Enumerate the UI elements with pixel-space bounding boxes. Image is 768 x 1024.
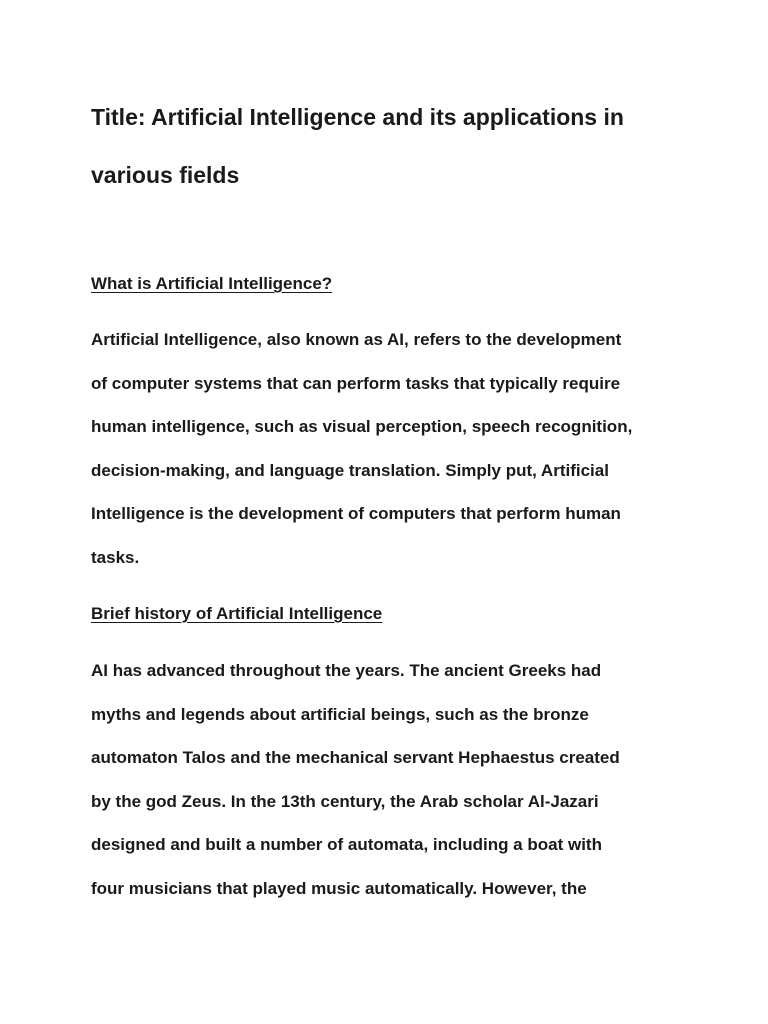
paragraph-line: four musicians that played music automatically. However, the xyxy=(91,878,587,898)
section-paragraph-what-is-ai xyxy=(91,318,691,580)
paragraph-line: myths and legends about artificial beings, such as the bronze xyxy=(91,704,589,724)
paragraph-line: Artificial Intelligence, also known as AI, refers to the development xyxy=(91,330,622,349)
paragraph-line: tasks. xyxy=(91,547,140,567)
title-line: Title: Artificial Intelligence and its applications in xyxy=(91,104,624,130)
section-heading-what-is-ai: What is Artificial Intelligence? xyxy=(91,274,333,293)
title-line: various fields xyxy=(91,162,240,188)
section-paragraph-brief-history xyxy=(91,649,691,911)
paragraph-line: Intelligence is the development of computers that perform human xyxy=(91,504,621,524)
paragraph-line: designed and built a number of automata, including a boat with xyxy=(91,835,602,855)
document-title xyxy=(91,88,691,204)
paragraph-line: of computer systems that can perform tasks that typically require xyxy=(91,373,621,393)
paragraph-line: decision-making, and language translation. Simply put, Artificial xyxy=(91,460,609,480)
paragraph-line: human intelligence, such as visual perception, speech recognition, xyxy=(91,417,633,437)
paragraph-line: automaton Talos and the mechanical servant Hephaestus created xyxy=(91,748,620,768)
paragraph-line: AI has advanced throughout the years. The ancient Greeks had xyxy=(91,661,602,680)
section-heading-brief-history: Brief history of Artificial Intelligence xyxy=(91,604,383,623)
paragraph-line: by the god Zeus. In the 13th century, the Arab scholar Al-Jazari xyxy=(91,791,599,811)
